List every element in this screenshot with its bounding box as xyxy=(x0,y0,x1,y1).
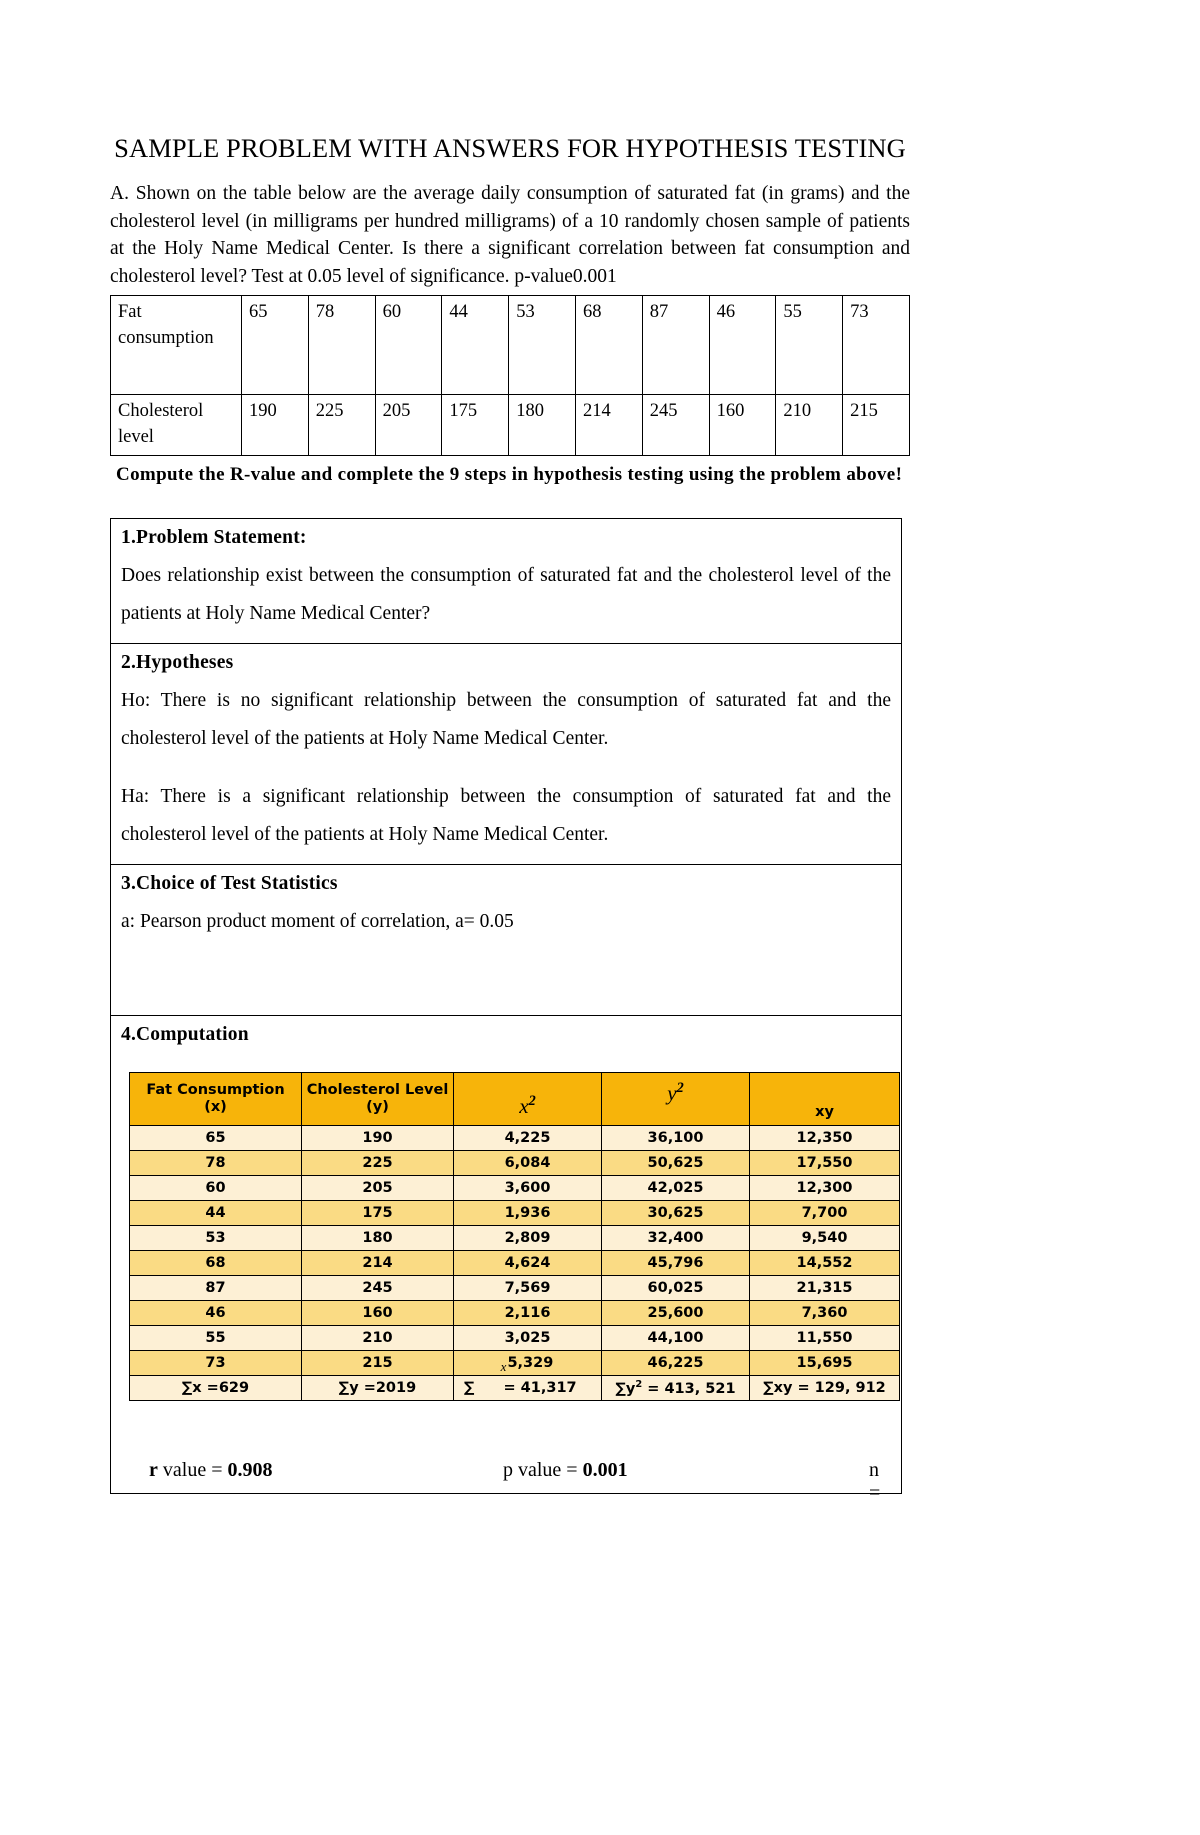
cell-xy: 9,540 xyxy=(750,1225,900,1250)
cell-y: 215 xyxy=(302,1350,454,1375)
cell-y: 160 xyxy=(302,1300,454,1325)
table-row xyxy=(130,1150,900,1175)
cell-xy: 7,700 xyxy=(750,1200,900,1225)
null-hypothesis-text: Ho: There is no significant relationship between the consumption of saturated fat and the cholesterol level of the patients at Holy Name Medical Center. xyxy=(121,689,891,749)
total-sum-x-squared xyxy=(454,1375,602,1400)
cell-y-squared: 44,100 xyxy=(602,1325,750,1350)
cell-x: 87 xyxy=(130,1275,302,1300)
alternative-hypothesis-text: Ha: There is a significant relationship between the consumption of saturated fat and the cholesterol level of the patients at Holy Name Medical Center. xyxy=(121,785,891,845)
cell-y-squared: 46,225 xyxy=(602,1350,750,1375)
table-row-totals xyxy=(130,1375,900,1400)
chol-value-cell: 205 xyxy=(375,394,442,455)
cell-y-squared: 32,400 xyxy=(602,1225,750,1250)
total-sum-x: ∑x =629 xyxy=(130,1375,302,1400)
cell-y-squared: 25,600 xyxy=(602,1300,750,1325)
cell-xy: 12,350 xyxy=(750,1125,900,1150)
test-statistics-text: a: Pearson product moment of correlation, a= 0.05 xyxy=(121,910,514,932)
computation-table xyxy=(129,1072,900,1401)
cell-xy: 12,300 xyxy=(750,1175,900,1200)
cell-xy: 7,360 xyxy=(750,1300,900,1325)
cell-y-squared: 42,025 xyxy=(602,1175,750,1200)
col-header-x-squared xyxy=(454,1072,602,1125)
table-row xyxy=(130,1200,900,1225)
chol-value-cell: 214 xyxy=(575,394,642,455)
r-value-label: r xyxy=(149,1458,158,1481)
p-value-number: 0.001 xyxy=(582,1458,628,1481)
cell-x-squared-marker: x xyxy=(500,1358,507,1374)
cell-xy: 15,695 xyxy=(750,1350,900,1375)
cell-y: 190 xyxy=(302,1125,454,1150)
fat-value-cell: 68 xyxy=(575,295,642,394)
fat-value-cell: 55 xyxy=(776,295,843,394)
instruction-text: Compute the R-value and complete the 9 steps in hypothesis testing using the problem above! xyxy=(116,463,903,485)
col-header-y-squared-exponent: 2 xyxy=(676,1079,684,1096)
fat-value-cell: 60 xyxy=(375,295,442,394)
p-value-label: p value = xyxy=(503,1458,583,1481)
r-value-text: value = xyxy=(157,1458,228,1481)
chol-value-cell: 210 xyxy=(776,394,843,455)
total-sum-xy: ∑xy = 129, 912 xyxy=(750,1375,900,1400)
cell-y: 225 xyxy=(302,1150,454,1175)
raw-data-table xyxy=(110,295,910,456)
cell-y-squared: 60,025 xyxy=(602,1275,750,1300)
col-header-y-squared-base: y xyxy=(667,1080,677,1105)
row-label-fat-consumption: Fat consumption xyxy=(111,295,242,394)
fat-value-cell: 87 xyxy=(642,295,709,394)
col-header-x-squared-exponent: 2 xyxy=(528,1092,536,1109)
fat-value-cell: 73 xyxy=(843,295,910,394)
cell-y: 180 xyxy=(302,1225,454,1250)
table-row xyxy=(130,1125,900,1150)
total-sum-y-squared-symbol: ∑y xyxy=(615,1380,636,1397)
total-sum-y-squared xyxy=(602,1375,750,1400)
page-title: SAMPLE PROBLEM WITH ANSWERS FOR HYPOTHESIS TESTING xyxy=(114,133,906,163)
cell-y: 175 xyxy=(302,1200,454,1225)
table-row xyxy=(111,295,910,394)
cell-y-squared: 45,796 xyxy=(602,1250,750,1275)
cell-x-squared: 3,025 xyxy=(454,1325,602,1350)
hypothesis-steps-box xyxy=(110,518,902,1504)
col-header-cholesterol-level-line1: Cholesterol Level xyxy=(306,1081,449,1098)
table-row xyxy=(130,1350,900,1375)
total-sum-y-squared-value: = 413, 521 xyxy=(647,1380,736,1397)
section-choice-of-test-statistics xyxy=(111,865,901,1016)
p-value-result xyxy=(503,1459,628,1482)
cell-x-squared: 6,084 xyxy=(454,1150,602,1175)
total-sum-x-squared-value: = 41,317 xyxy=(503,1379,577,1396)
cell-x: 53 xyxy=(130,1225,302,1250)
col-header-fat-consumption-line1: Fat Consumption xyxy=(146,1081,285,1098)
cell-xy: 17,550 xyxy=(750,1150,900,1175)
fat-value-cell: 46 xyxy=(709,295,776,394)
cell-x-squared: 7,569 xyxy=(454,1275,602,1300)
cell-x: 55 xyxy=(130,1325,302,1350)
col-header-fat-consumption xyxy=(130,1072,302,1125)
row-label-cholesterol-level: Cholesterol level xyxy=(111,394,242,455)
n-value-result: n = xyxy=(869,1458,881,1504)
fat-value-cell: 65 xyxy=(242,295,309,394)
intro-paragraph: A. Shown on the table below are the average daily consumption of saturated fat (in grams) and the cholesterol level (in milligrams per hundred milligrams) of a 10 randomly chosen sample of patients at the Holy Name Medical Center. Is there a significant correlation between fat consumption and cholesterol level? Test at 0.05 level of significance. p-value0.001 xyxy=(110,182,910,287)
cell-xy: 14,552 xyxy=(750,1250,900,1275)
chol-value-cell: 225 xyxy=(308,394,375,455)
section-computation xyxy=(111,1016,901,1504)
section-heading-test-statistics: 3.Choice of Test Statistics xyxy=(121,872,338,894)
cell-x: 65 xyxy=(130,1125,302,1150)
cell-x-squared-value: 5,329 xyxy=(507,1354,554,1371)
total-sum-y: ∑y =2019 xyxy=(302,1375,454,1400)
chol-value-cell: 175 xyxy=(442,394,509,455)
cell-x-squared: 1,936 xyxy=(454,1200,602,1225)
cell-x-squared: 3,600 xyxy=(454,1175,602,1200)
cell-y-squared: 50,625 xyxy=(602,1150,750,1175)
r-value-result xyxy=(149,1459,272,1482)
computation-table-header-row xyxy=(130,1072,900,1125)
col-header-fat-consumption-line2: (x) xyxy=(204,1098,227,1115)
cell-y-squared: 30,625 xyxy=(602,1200,750,1225)
cell-x-squared xyxy=(454,1350,602,1375)
chol-value-cell: 180 xyxy=(509,394,576,455)
computation-table-body xyxy=(130,1125,900,1400)
col-header-x-squared-base: x xyxy=(519,1093,529,1118)
col-header-cholesterol-level xyxy=(302,1072,454,1125)
table-row xyxy=(130,1250,900,1275)
computation-table-wrapper xyxy=(129,1072,891,1401)
chol-value-cell: 245 xyxy=(642,394,709,455)
document-content xyxy=(110,132,910,1504)
fat-value-cell: 53 xyxy=(509,295,576,394)
cell-x: 44 xyxy=(130,1200,302,1225)
cell-y: 245 xyxy=(302,1275,454,1300)
fat-value-cell: 44 xyxy=(442,295,509,394)
r-value-number: 0.908 xyxy=(227,1458,273,1481)
cell-x-squared: 2,809 xyxy=(454,1225,602,1250)
col-header-cholesterol-level-line2: (y) xyxy=(366,1098,389,1115)
col-header-y-squared xyxy=(602,1072,750,1125)
table-row xyxy=(130,1300,900,1325)
table-row xyxy=(130,1325,900,1350)
cell-xy: 21,315 xyxy=(750,1275,900,1300)
chol-value-cell: 190 xyxy=(242,394,309,455)
cell-y-squared: 36,100 xyxy=(602,1125,750,1150)
cell-x: 68 xyxy=(130,1250,302,1275)
cell-y: 205 xyxy=(302,1175,454,1200)
section-problem-statement xyxy=(111,519,901,644)
cell-x-squared: 2,116 xyxy=(454,1300,602,1325)
cell-y: 214 xyxy=(302,1250,454,1275)
total-sum-x-squared-symbol: ∑ xyxy=(464,1379,475,1396)
section-hypotheses xyxy=(111,644,901,865)
cell-x: 73 xyxy=(130,1350,302,1375)
problem-statement-text: Does relationship exist between the consumption of saturated fat and the cholesterol level of the patients at Holy Name Medical Center? xyxy=(121,564,891,624)
results-row xyxy=(121,1401,891,1504)
chol-value-cell: 215 xyxy=(843,394,910,455)
table-row xyxy=(130,1225,900,1250)
cell-x-squared: 4,624 xyxy=(454,1250,602,1275)
fat-value-cell: 78 xyxy=(308,295,375,394)
cell-x: 60 xyxy=(130,1175,302,1200)
cell-x-squared: 4,225 xyxy=(454,1125,602,1150)
chol-value-cell: 160 xyxy=(709,394,776,455)
section-heading-problem-statement: 1.Problem Statement: xyxy=(121,526,307,548)
table-row xyxy=(130,1275,900,1300)
total-sum-y-squared-exponent: 2 xyxy=(635,1378,643,1390)
col-header-xy: xy xyxy=(750,1072,900,1125)
section-heading-computation: 4.Computation xyxy=(121,1023,249,1045)
table-row xyxy=(130,1175,900,1200)
cell-y: 210 xyxy=(302,1325,454,1350)
section-heading-hypotheses: 2.Hypotheses xyxy=(121,651,234,673)
cell-x: 46 xyxy=(130,1300,302,1325)
cell-xy: 11,550 xyxy=(750,1325,900,1350)
cell-x: 78 xyxy=(130,1150,302,1175)
table-row xyxy=(111,394,910,455)
